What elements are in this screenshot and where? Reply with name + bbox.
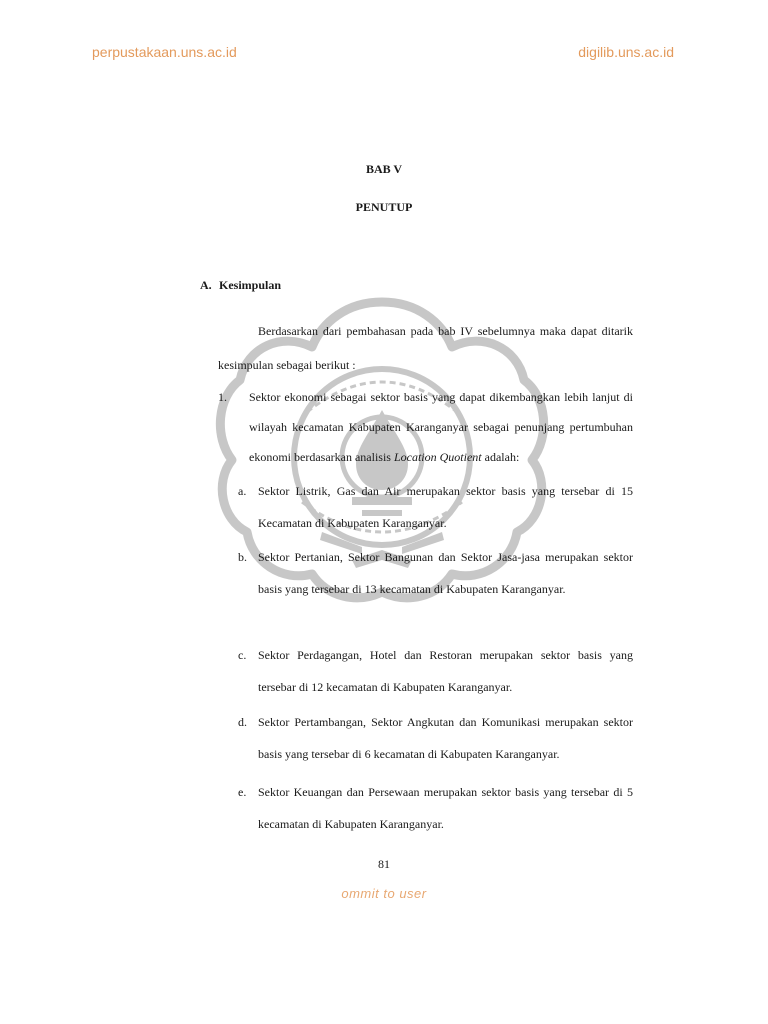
- sub-item-e-marker: e.: [238, 785, 247, 799]
- header-right-url: digilib.uns.ac.id: [578, 44, 674, 60]
- sub-item-e: [238, 776, 633, 840]
- sub-item-c-marker: c.: [238, 648, 247, 662]
- sub-item-a-text: Sektor Listrik, Gas dan Air merupakan sektor basis yang tersebar di 15 Kecamatan di Kabupaten Karanganyar.: [258, 484, 633, 530]
- section-marker: A.: [200, 278, 212, 292]
- sub-item-d-text: Sektor Pertambangan, Sektor Angkutan dan Komunikasi merupakan sektor basis yang tersebar di 6 kecamatan di Kabupaten Karanganyar.: [258, 715, 633, 761]
- section-title: Kesimpulan: [219, 278, 282, 292]
- page-number: 81: [378, 857, 390, 871]
- sub-item-b: [238, 541, 633, 605]
- header-left-url: perpustakaan.uns.ac.id: [92, 44, 237, 60]
- list-item-1-emphasis: Location Quotient: [393, 450, 482, 464]
- sub-item-a: [238, 475, 633, 539]
- list-item-1-text-after: adalah:: [481, 450, 520, 464]
- list-item-1-text-before: Sektor ekonomi sebagai sektor basis yang dapat dikembangkan lebih lanjut di wilayah kecamatan Kabupaten Karanganyar sebagai penunjang pertumbuhan ekonomi berdasarkan analisis: [249, 390, 633, 464]
- list-item-1-marker: 1.: [218, 390, 227, 404]
- sub-item-d-marker: d.: [238, 715, 247, 729]
- section-heading: [200, 278, 281, 293]
- sub-item-c-text: Sektor Perdagangan, Hotel dan Restoran merupakan sektor basis yang tersebar di 12 kecamatan di Kabupaten Karanganyar.: [258, 648, 633, 694]
- list-item-1-text: [249, 382, 633, 472]
- footer-commit-text: ommit to user: [341, 886, 427, 901]
- sub-item-d: [238, 706, 633, 770]
- sub-item-c: [238, 639, 633, 703]
- sub-item-b-text: Sektor Pertanian, Sektor Bangunan dan Sektor Jasa-jasa merupakan sektor basis yang tersebar di 13 kecamatan di Kabupaten Karanganyar.: [258, 550, 633, 596]
- sub-item-a-marker: a.: [238, 484, 247, 498]
- list-item-1: [218, 382, 633, 472]
- intro-paragraph: Berdasarkan dari pembahasan pada bab IV sebelumnya maka dapat ditarik kesimpulan sebagai berikut :: [218, 324, 633, 372]
- sub-item-e-text: Sektor Keuangan dan Persewaan merupakan sektor basis yang tersebar di 5 kecamatan di Kabupaten Karanganyar.: [258, 785, 633, 831]
- chapter-number: BAB V: [365, 162, 403, 176]
- chapter-title: PENUTUP: [355, 200, 413, 214]
- sub-item-b-marker: b.: [238, 550, 247, 564]
